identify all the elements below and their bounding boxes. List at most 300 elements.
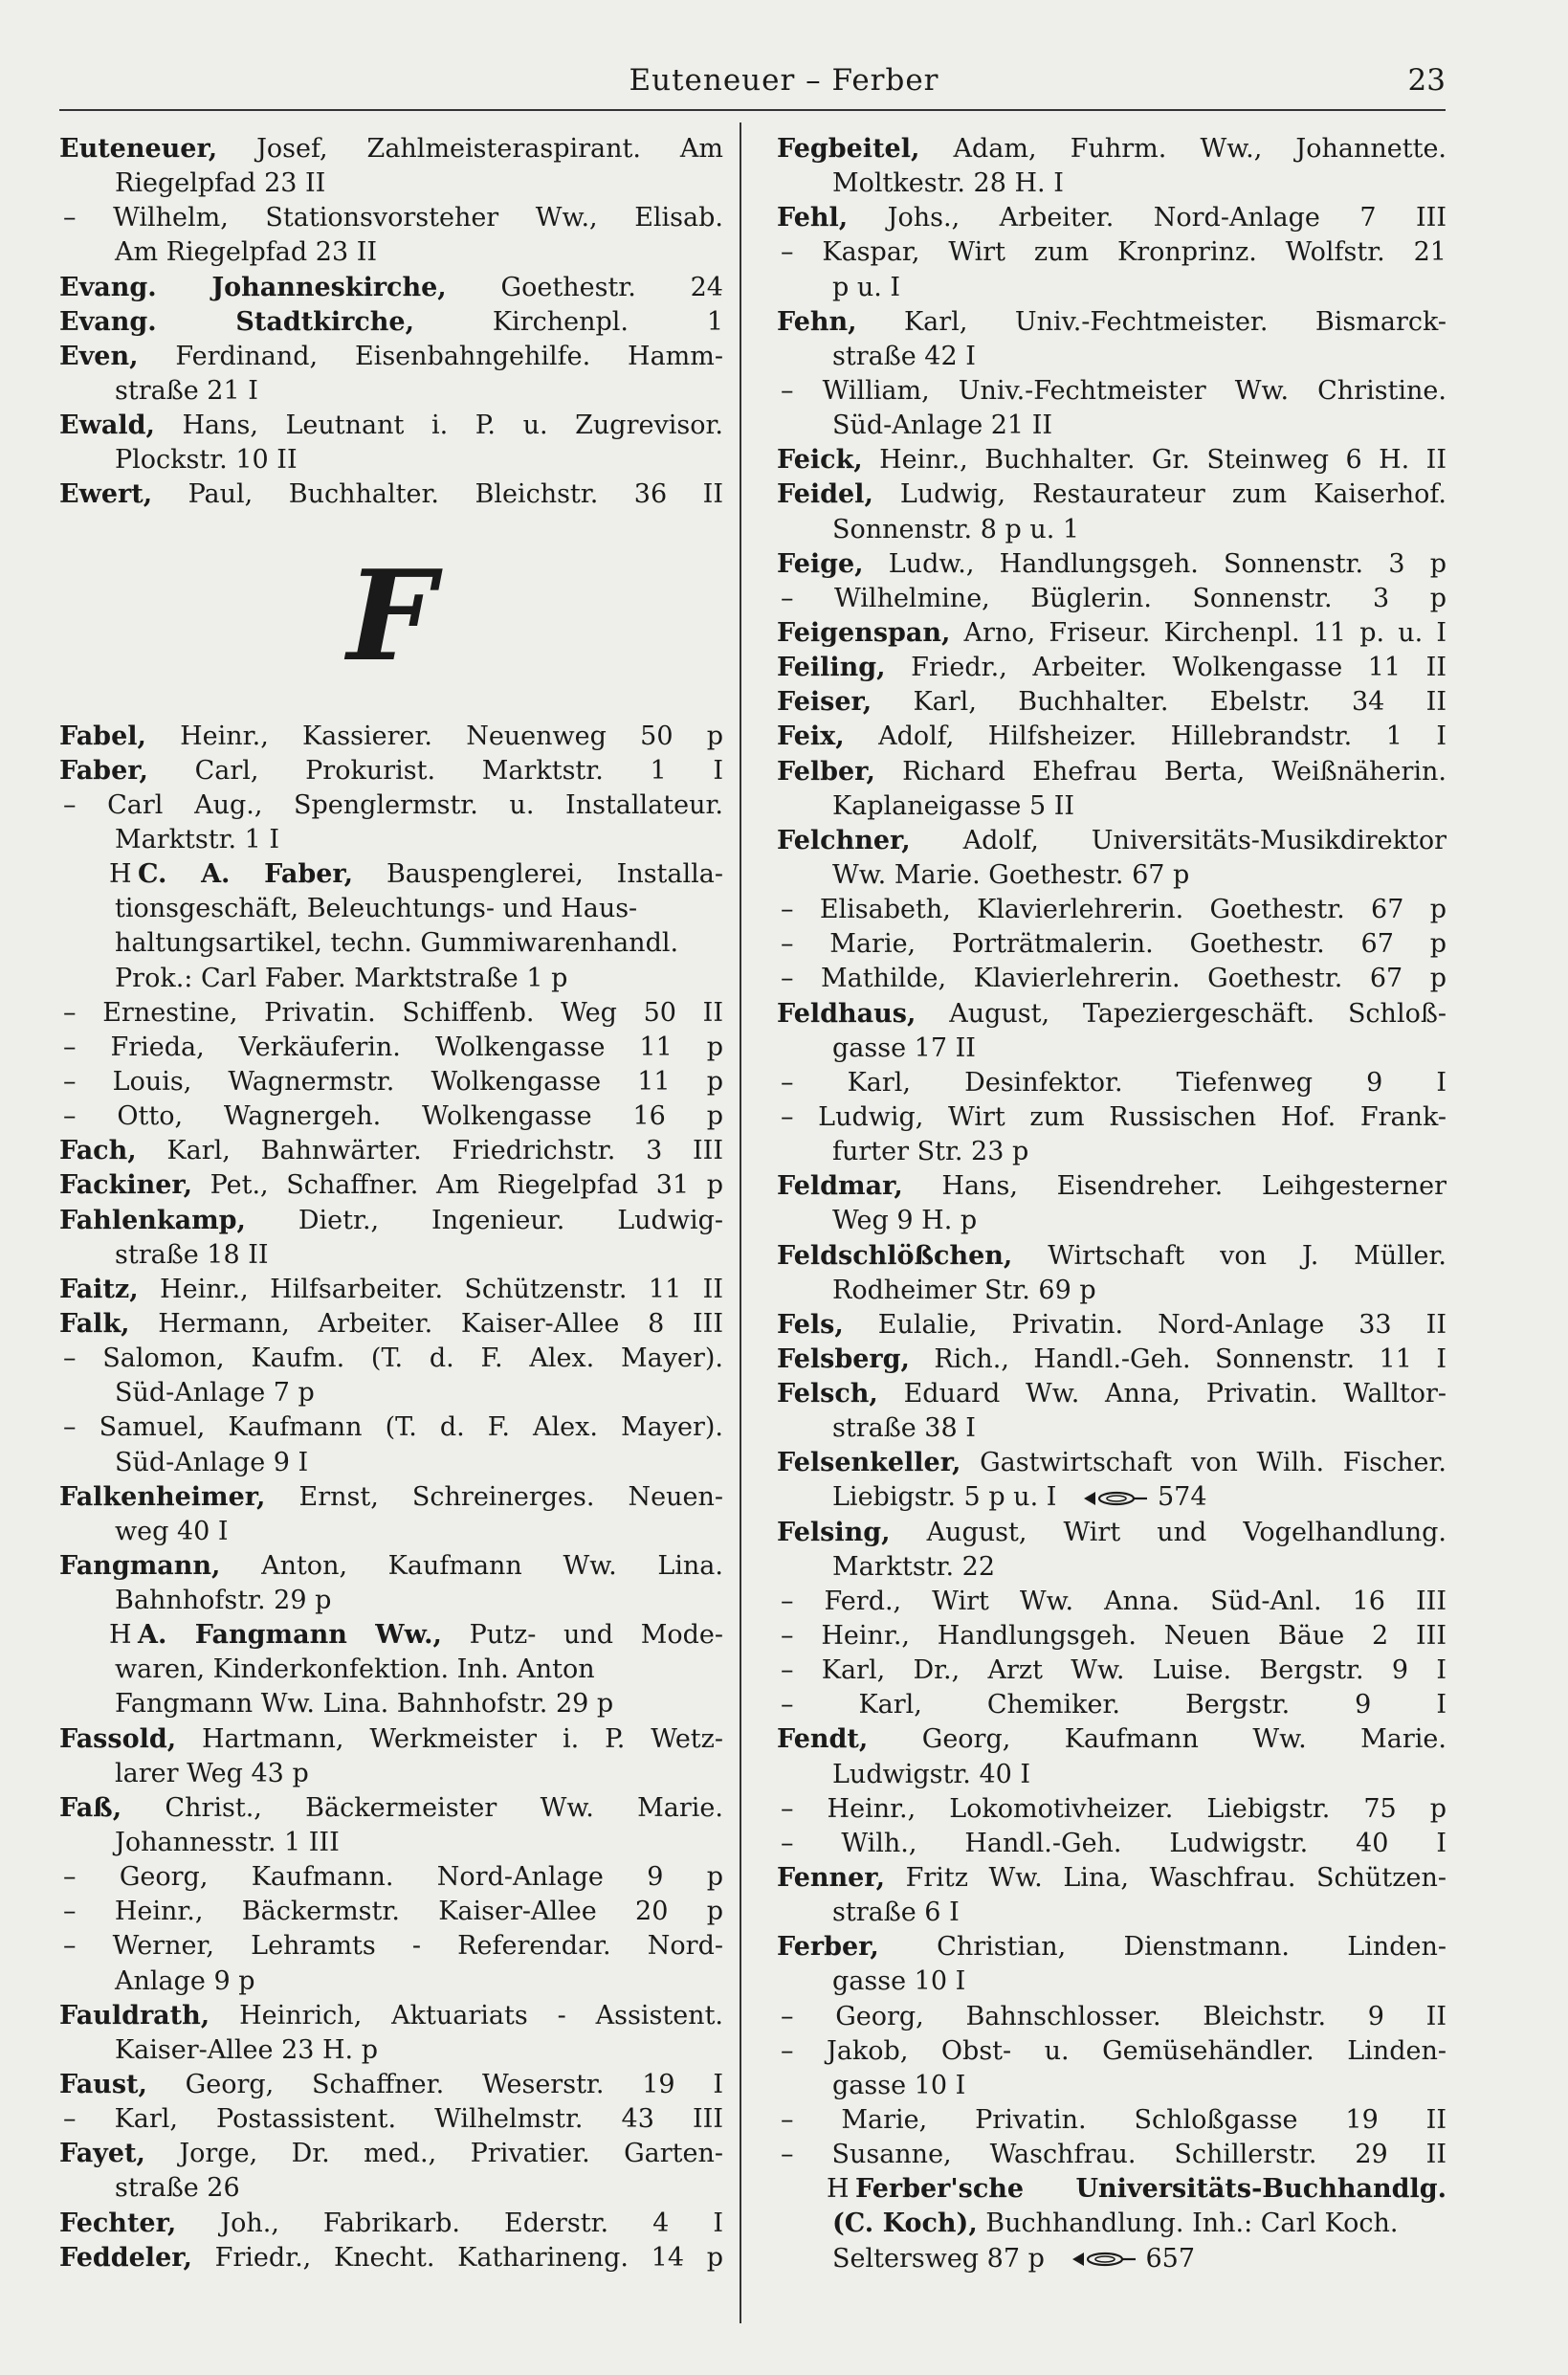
entry-name: Feix, [777, 721, 845, 752]
continuation-line [777, 1550, 1447, 1585]
entry-name: (C. Koch), [832, 2209, 978, 2239]
entries-after-section [59, 720, 723, 2275]
sub-entry-line [777, 2103, 1447, 2138]
entry-details: Heinr., Hilfsarbeiter. Schützenstr. 11 II [138, 1274, 723, 1304]
entry-line [777, 1239, 1447, 1274]
entry-name: Feick, [777, 445, 863, 476]
sub-entry-line [777, 962, 1447, 996]
sub-entry-details: Ludwig, Wirt zum Russischen Hof. Frank- [818, 1101, 1447, 1132]
entry-marker: H [827, 2174, 850, 2205]
continuation-text: larer Weg 43 p [115, 1758, 309, 1788]
entry-line [777, 755, 1447, 789]
entry-name: Falkenheimer, [59, 1481, 266, 1512]
continuation-line [59, 1446, 723, 1480]
entry-name: Feige, [777, 548, 864, 579]
sub-entry-details: Karl, Desinfektor. Tiefenweg 9 I [847, 1067, 1447, 1098]
entry-name: Fackiner, [59, 1170, 193, 1201]
entry-line [59, 1480, 723, 1515]
left-column [59, 132, 723, 2275]
continuation-line [59, 1964, 723, 1999]
entry-line [777, 1446, 1447, 1480]
continuation-text: Weg 9 H. p [832, 1206, 978, 1236]
entry-line [59, 305, 723, 340]
entry-details: Ludwig, Restaurateur zum Kaiserhof. [872, 479, 1447, 510]
entry-details: Ferdinand, Eisenbahngehilfe. Hamm- [138, 341, 723, 371]
entry-name: Feigenspan, [777, 617, 951, 648]
entry-details: Heinr., Kassierer. Neuenweg 50 p [145, 721, 723, 751]
entry-details: Adolf, Hilfsheizer. Hillebrandstr. 1 I [844, 721, 1447, 752]
entry-marker: H [109, 859, 132, 890]
entry-details: Karl, Univ.-Fechtmeister. Bismarck- [856, 306, 1447, 337]
continuation-text: Moltkestr. 28 H. I [832, 168, 1064, 199]
continuation-line [59, 166, 723, 201]
sub-entry-line [777, 1619, 1447, 1654]
sub-entry-details: Karl, Chemiker. Bergstr. 9 I [858, 1690, 1447, 1720]
entry-name: Fechter, [59, 2208, 177, 2238]
continuation-line [777, 2242, 1447, 2276]
continuation-text: Sonnenstr. 8 p u. 1 [832, 514, 1080, 544]
right-entries [777, 132, 1447, 2276]
continuation-text: Marktstr. 1 I [115, 824, 280, 855]
sub-entry-details: Marie, Privatin. Schloßgasse 19 II [841, 2105, 1447, 2136]
sub-entry-details: Heinr., Lokomotivheizer. Liebigstr. 75 p [827, 1793, 1447, 1824]
entry-details: Paul, Buchhalter. Bleichstr. 36 II [152, 479, 723, 510]
sub-entry-details: Louis, Wagnermstr. Wolkengasse 11 p [112, 1066, 723, 1097]
telephone-icon [1082, 1488, 1149, 1509]
entry-name: Euteneuer, [59, 134, 218, 164]
sub-entry-line [777, 2138, 1447, 2172]
entry-line [59, 271, 723, 305]
continuation-text: Fangmann Ww. Lina. Bahnhofstr. 29 p [115, 1689, 614, 1720]
entry-line [777, 477, 1447, 512]
entry-name: Fegbeitel, [777, 134, 920, 164]
continuation-line [59, 1653, 723, 1687]
sub-entry-details: Werner, Lehramts - Referendar. Nord- [112, 1931, 723, 1962]
continuation-line [777, 1964, 1447, 1999]
entry-name: Falk, [59, 1308, 130, 1339]
entry-details: Ernst, Schreinerges. Neuen- [265, 1481, 723, 1512]
sub-entry-details: Frieda, Verkäuferin. Wolkengasse 11 p [110, 1032, 723, 1062]
entry-name: Fels, [777, 1309, 844, 1340]
continuation-line [777, 340, 1447, 374]
entry-line [59, 754, 723, 788]
entry-line [777, 2172, 1447, 2207]
entry-name: Fassold, [59, 1723, 177, 1754]
entry-line [777, 685, 1447, 720]
continuation-text: Rodheimer Str. 69 p [832, 1275, 1096, 1305]
entry-details: Hans, Eisendreher. Leihgesterner [902, 1171, 1447, 1202]
entry-line [59, 2068, 723, 2102]
entry-name: Fehl, [777, 203, 849, 233]
sub-entry-line [59, 996, 723, 1031]
entry-name: Fauldrath, [59, 2000, 210, 2031]
sub-entry-line [777, 2034, 1447, 2069]
entry-details: Anton, Kaufmann Ww. Lina. [220, 1550, 723, 1581]
sub-entry-line [59, 1342, 723, 1376]
entry-name: Faber, [59, 755, 148, 786]
continuation-text: Riegelpfad 23 II [115, 168, 326, 199]
continuation-line [777, 2069, 1447, 2103]
entry-name: Felsberg, [777, 1343, 910, 1374]
continuation-text: Kaiser-Allee 23 H. p [115, 2034, 379, 2065]
continuation-line [777, 1204, 1447, 1238]
entry-details: Kirchenpl. 1 [414, 306, 723, 337]
entry-line [59, 2137, 723, 2171]
sub-entry-line [777, 235, 1447, 270]
entry-name: Evang. Johanneskirche, [59, 272, 447, 302]
continuation-line [777, 513, 1447, 547]
entry-name: Felber, [777, 756, 875, 787]
continuation-text: p u. I [832, 272, 901, 302]
continuation-text: gasse 17 II [832, 1032, 976, 1063]
entry-details: August, Wirt und Vogelhandlung. [890, 1517, 1447, 1547]
entry-name: Fenner, [777, 1863, 885, 1894]
sub-entry-line [59, 788, 723, 823]
sub-entry-details: Jakob, Obst- u. Gemüsehändler. Linden- [827, 2035, 1447, 2066]
sub-entry-line [777, 1792, 1447, 1827]
entry-name: Felchner, [777, 825, 911, 855]
continuation-line [59, 2171, 723, 2206]
entry-line [59, 2207, 723, 2241]
entry-details: Hartmann, Werkmeister i. P. Wetz- [176, 1723, 723, 1754]
entry-details: Josef, Zahlmeisteraspirant. Am [217, 134, 723, 164]
entry-line [59, 1307, 723, 1342]
entry-line [777, 616, 1447, 651]
entry-line [777, 651, 1447, 685]
entry-line [59, 1549, 723, 1584]
entry-details: August, Tapeziergeschäft. Schloß- [916, 998, 1447, 1029]
sub-entry-line [59, 1410, 723, 1445]
entry-details: Joh., Fabrikarb. Ederstr. 4 I [176, 2208, 723, 2238]
entry-name: Fayet, [59, 2139, 145, 2169]
entry-name: Faust, [59, 2070, 147, 2100]
sub-entry-details: Karl, Postassistent. Wilhelmstr. 43 III [114, 2104, 723, 2135]
entry-line [777, 1377, 1447, 1411]
sub-entry-details: Salomon, Kaufm. (T. d. F. Alex. Mayer). [102, 1343, 723, 1374]
continuation-text: Am Riegelpfad 23 II [115, 237, 378, 268]
entry-name: Fach, [59, 1136, 137, 1166]
entry-name: Felsenkeller, [777, 1448, 961, 1478]
page-number: 23 [1407, 63, 1446, 98]
entry-line [59, 1999, 723, 2033]
entry-line [777, 1930, 1447, 1964]
entry-details: Wirtschaft von J. Müller. [1012, 1240, 1447, 1271]
section-letter: F [346, 543, 436, 690]
entry-line [777, 1343, 1447, 1377]
entry-line [59, 409, 723, 443]
column-divider [740, 122, 741, 2323]
continuation-line [59, 1238, 723, 1273]
entry-line [777, 1308, 1447, 1343]
continuation-line [777, 1896, 1447, 1930]
continuation-text: straße 38 I [832, 1413, 976, 1444]
entry-line [59, 477, 723, 512]
telephone-number: 574 [1149, 1482, 1207, 1513]
continuation-text: Bahnhofstr. 29 p [115, 1586, 332, 1616]
telephone-icon [1071, 2249, 1137, 2270]
continuation-text: Prok.: Carl Faber. Marktstraße 1 p [115, 963, 568, 993]
entry-details: Arno, Friseur. Kirchenpl. 11 p. u. I [950, 617, 1447, 648]
continuation-line [777, 271, 1447, 305]
entry-name: Feldschlößchen, [777, 1240, 1013, 1271]
sub-entry-details: Mathilde, Klavierlehrerin. Goethestr. 67 p [820, 964, 1447, 994]
entry-details: Hermann, Arbeiter. Kaiser-Allee 8 III [129, 1308, 723, 1339]
continuation-text: Kaplaneigasse 5 II [832, 790, 1075, 821]
continuation-text: Plockstr. 10 II [115, 445, 298, 476]
sub-entry-details: Ferd., Wirt Ww. Anna. Süd-Anl. 16 III [824, 1586, 1447, 1616]
entry-details: Jorge, Dr. med., Privatier. Garten- [144, 2139, 723, 2169]
entry-details: Friedr., Knecht. Katharineng. 14 p [191, 2242, 723, 2273]
entry-details: Richard Ehefrau Berta, Weißnäherin. [874, 756, 1447, 787]
sub-entry-line [59, 1929, 723, 1964]
entry-details: Georg, Kaufmann Ww. Marie. [868, 1724, 1447, 1755]
sub-entry-details: Heinr., Handlungsgeh. Neuen Bäue 2 III [821, 1621, 1447, 1652]
continuation-line [59, 823, 723, 857]
continuation-text: furter Str. 23 p [832, 1137, 1029, 1167]
entry-line [777, 547, 1447, 582]
running-head: Euteneuer – Ferber [629, 63, 939, 98]
continuation-text: gasse 10 I [832, 2070, 966, 2100]
entry-line [777, 1516, 1447, 1550]
sub-entry-line [777, 374, 1447, 409]
continuation-text: gasse 10 I [832, 1966, 966, 1997]
entry-name: C. A. Faber, [138, 859, 354, 890]
entry-name: Fabel, [59, 721, 146, 751]
entry-name: Ewald, [59, 411, 155, 441]
entry-line [777, 720, 1447, 754]
continuation-text: Süd-Anlage 9 I [115, 1447, 309, 1477]
entry-details: Fritz Ww. Lina, Waschfrau. Schützen- [884, 1863, 1447, 1894]
continuation-text: straße 21 I [115, 375, 258, 406]
continuation-text: Marktstr. 22 [832, 1551, 996, 1582]
sub-entry-line [59, 1031, 723, 1065]
sub-entry-line [777, 1100, 1447, 1135]
continuation-text: waren, Kinderkonfektion. Inh. Anton [115, 1654, 595, 1685]
header-rule [59, 109, 1446, 111]
sub-entry-details: Wilh., Handl.-Geh. Ludwigstr. 40 I [841, 1828, 1447, 1858]
continuation-text: haltungsartikel, techn. Gummiwarenhandl. [115, 928, 679, 959]
entry-line [59, 1168, 723, 1203]
entry-line [59, 857, 723, 892]
continuation-text: Süd-Anlage 7 p [115, 1378, 315, 1409]
entry-details: Karl, Bahnwärter. Friedrichstr. 3 III [136, 1136, 723, 1166]
continuation-text: weg 40 I [115, 1516, 229, 1546]
continuation-text: Liebigstr. 5 p u. I [832, 1482, 1057, 1513]
entry-name: A. Fangmann Ww., [138, 1620, 442, 1651]
continuation-text: Ludwigstr. 40 I [832, 1759, 1031, 1789]
entry-name: Feldmar, [777, 1171, 903, 1202]
continuation-text: Ww. Marie. Goethestr. 67 p [832, 859, 1190, 890]
entry-details: Adam, Fuhrm. Ww., Johannette. [919, 134, 1447, 164]
entry-details: Pet., Schaffner. Am Riegelpfad 31 p [192, 1170, 723, 1201]
entry-details: Christ., Bäckermeister Ww. Marie. [121, 1792, 723, 1823]
sub-entry-details: Marie, Porträtmalerin. Goethestr. 67 p [829, 929, 1447, 960]
entry-name: Fendt, [777, 1724, 869, 1755]
entry-name: Ferber, [777, 1932, 879, 1963]
entry-details: Georg, Schaffner. Weserstr. 19 I [146, 2070, 723, 2100]
continuation-line [59, 1584, 723, 1618]
entry-name: Fahlenkamp, [59, 1205, 246, 1235]
entry-details: Bauspenglerei, Installa- [353, 859, 723, 890]
entries-before-section [59, 132, 723, 513]
entry-details: Gastwirtschaft von Wilh. Fischer. [961, 1448, 1447, 1478]
entry-details: Goethestr. 24 [446, 272, 723, 302]
entry-details: Christian, Dienstmann. Linden- [878, 1932, 1447, 1963]
entry-name: Fangmann, [59, 1550, 221, 1581]
sub-entry-line [777, 1688, 1447, 1722]
continuation-line [59, 235, 723, 270]
sub-entry-line [59, 201, 723, 235]
sub-entry-line [777, 1585, 1447, 1619]
continuation-line [59, 1826, 723, 1860]
continuation-line [59, 1687, 723, 1721]
sub-entry-details: Elisabeth, Klavierlehrerin. Goethestr. 67 p [819, 895, 1447, 925]
sub-entry-details: Wilhelm, Stationsvorsteher Ww., Elisab. [113, 203, 723, 233]
continuation-text: Anlage 9 p [115, 1965, 255, 1996]
entry-details: Friedr., Arbeiter. Wolkengasse 11 II [885, 653, 1447, 683]
entry-line [59, 1134, 723, 1168]
continuation-line [777, 1411, 1447, 1446]
continuation-text: Johannesstr. 1 III [115, 1828, 340, 1858]
entry-details: Karl, Buchhalter. Ebelstr. 34 II [872, 687, 1447, 718]
entry-name: Feiser, [777, 687, 872, 718]
sub-entry-line [59, 1099, 723, 1134]
continuation-line [59, 892, 723, 926]
entry-line [59, 1722, 723, 1757]
continuation-line [777, 1274, 1447, 1308]
continuation-text: straße 18 II [115, 1239, 269, 1270]
sub-entry-details: Samuel, Kaufmann (T. d. F. Alex. Mayer). [99, 1412, 723, 1443]
entry-name: Fehn, [777, 306, 857, 337]
sub-entry-line [59, 1895, 723, 1929]
entry-details: Putz- und Mode- [441, 1620, 723, 1651]
entry-details: Johs., Arbeiter. Nord-Anlage 7 III [848, 203, 1447, 233]
sub-entry-details: Heinr., Bäckermstr. Kaiser-Allee 20 p [114, 1897, 723, 1927]
entry-name: Faitz, [59, 1274, 139, 1304]
entry-line [59, 720, 723, 754]
entry-name: Faß, [59, 1792, 122, 1823]
continuation-line [59, 443, 723, 477]
entry-line [777, 1861, 1447, 1896]
entry-details: Heinrich, Aktuariats - Assistent. [210, 2000, 723, 2031]
entry-line [59, 1791, 723, 1826]
entry-line [777, 201, 1447, 235]
entry-name: Even, [59, 341, 139, 371]
continuation-line [777, 409, 1447, 443]
sub-entry-details: Susanne, Waschfrau. Schillerstr. 29 II [831, 2140, 1447, 2170]
sub-entry-details: Ernestine, Privatin. Schiffenb. Weg 50 II [102, 997, 723, 1028]
entry-details: Hans, Leutnant i. P. u. Zugrevisor. [154, 411, 723, 441]
right-column [777, 132, 1447, 2276]
continuation-line [59, 1515, 723, 1549]
entry-name: Feidel, [777, 479, 873, 510]
continuation-line [777, 1758, 1447, 1792]
entry-details: Heinr., Buchhalter. Gr. Steinweg 6 H. II [862, 445, 1447, 476]
entry-details: Ludw., Handlungsgeh. Sonnenstr. 3 p [863, 548, 1447, 579]
continuation-text: tionsgeschäft, Beleuchtungs- und Haus- [115, 894, 638, 924]
entry-name: Feldhaus, [777, 998, 917, 1029]
continuation-line [59, 926, 723, 961]
continuation-line [777, 166, 1447, 201]
continuation-line [777, 789, 1447, 824]
entry-line [59, 340, 723, 374]
telephone-number: 657 [1137, 2243, 1196, 2274]
continuation-line [777, 858, 1447, 893]
sub-entry-line [59, 2102, 723, 2137]
continuation-line [59, 2033, 723, 2068]
sub-entry-line [777, 893, 1447, 927]
sub-entry-details: Wilhelmine, Büglerin. Sonnenstr. 3 p [834, 583, 1447, 613]
entry-line [777, 1722, 1447, 1757]
entry-line [777, 132, 1447, 166]
entry-name: Ferber'sche Universitäts-Buchhandlg. [855, 2174, 1447, 2205]
continuation-line [777, 1480, 1447, 1515]
sub-entry-details: Karl, Dr., Arzt Ww. Luise. Bergstr. 9 I [821, 1655, 1447, 1686]
sub-entry-details: Georg, Bahnschlosser. Bleichstr. 9 II [835, 2001, 1447, 2031]
continuation-line [59, 374, 723, 409]
sub-entry-line [777, 582, 1447, 616]
continuation-line [777, 2207, 1447, 2241]
continuation-line [777, 1135, 1447, 1169]
entry-line [777, 1169, 1447, 1204]
sub-entry-line [777, 1066, 1447, 1100]
continuation-line [59, 1757, 723, 1791]
sub-entry-line [777, 1827, 1447, 1861]
continuation-text: Buchhandlung. Inh.: Carl Koch. [977, 2209, 1399, 2239]
entry-line [59, 1618, 723, 1653]
continuation-line [59, 962, 723, 996]
entry-line [59, 1204, 723, 1238]
entry-name: Felsing, [777, 1517, 891, 1547]
continuation-text: Seltersweg 87 p [832, 2243, 1045, 2274]
entry-details: Eduard Ww. Anna, Privatin. Walltor- [877, 1379, 1447, 1409]
entry-details: Dietr., Ingenieur. Ludwig- [245, 1205, 723, 1235]
entry-details: Rich., Handl.-Geh. Sonnenstr. 11 I [909, 1343, 1447, 1374]
sub-entry-line [777, 2000, 1447, 2034]
sub-entry-details: Kaspar, Wirt zum Kronprinz. Wolfstr. 21 [822, 237, 1447, 268]
entry-line [777, 443, 1447, 477]
sub-entry-line [59, 1065, 723, 1099]
sub-entry-line [777, 1654, 1447, 1688]
entry-name: Ewert, [59, 479, 153, 510]
entry-details: Eulalie, Privatin. Nord-Anlage 33 II [843, 1309, 1447, 1340]
entry-name: Evang. Stadtkirche, [59, 306, 415, 337]
continuation-text: straße 6 I [832, 1898, 960, 1928]
entry-details: Carl, Prokurist. Marktstr. 1 I [147, 755, 723, 786]
sub-entry-line [777, 927, 1447, 962]
entry-name: Feiling, [777, 653, 886, 683]
entry-marker: H [109, 1620, 132, 1651]
continuation-text: Süd-Anlage 21 II [832, 411, 1053, 441]
entry-name: Felsch, [777, 1379, 878, 1409]
entry-name: Feddeler, [59, 2242, 192, 2273]
entry-line [777, 824, 1447, 858]
sub-entry-details: Otto, Wagnergeh. Wolkengasse 16 p [117, 1101, 723, 1132]
sub-entry-details: William, Univ.-Fechtmeister Ww. Christine. [822, 375, 1447, 406]
continuation-line [59, 1376, 723, 1410]
sub-entry-line [59, 1860, 723, 1895]
continuation-line [777, 1032, 1447, 1066]
sub-entry-details: Georg, Kaufmann. Nord-Anlage 9 p [119, 1862, 723, 1893]
entry-line [777, 305, 1447, 340]
entry-details: Adolf, Universitäts-Musikdirektor [910, 825, 1447, 855]
continuation-text: straße 26 [115, 2173, 240, 2204]
continuation-text: straße 42 I [832, 341, 976, 371]
entry-line [59, 132, 723, 166]
sub-entry-details: Carl Aug., Spenglermstr. u. Installateur. [107, 789, 723, 820]
entry-line [777, 997, 1447, 1032]
entry-line [59, 2241, 723, 2275]
